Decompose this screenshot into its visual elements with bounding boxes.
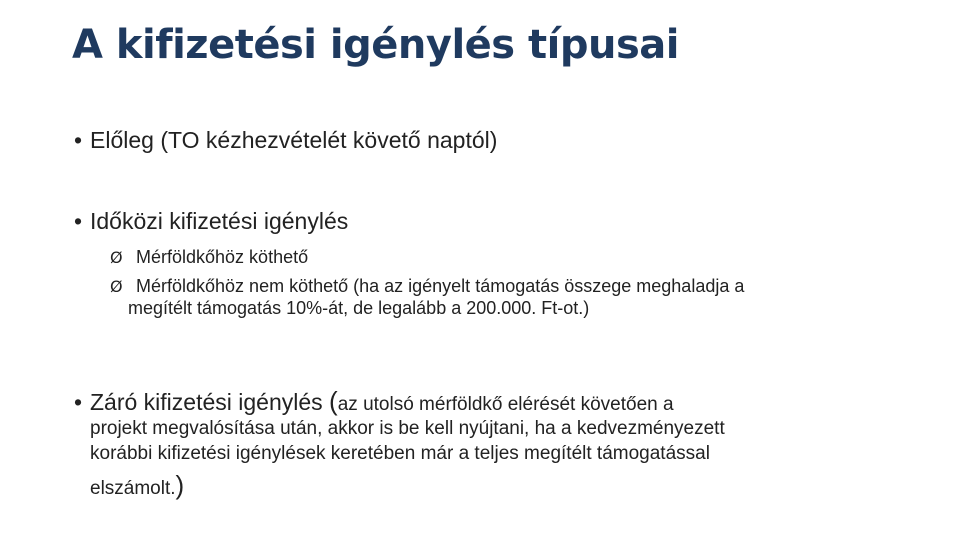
- bullet-final: [74, 386, 674, 417]
- arrow-bullet-icon: Ø: [110, 277, 123, 296]
- bullet-dot-icon: •: [74, 127, 83, 153]
- bullet-text: Előleg (TO kézhezvételét követő naptól): [90, 127, 498, 153]
- bullet-interim: [74, 208, 348, 235]
- bullet-dot-icon: •: [74, 389, 83, 415]
- bullet-text: Záró kifizetési igénylés: [90, 389, 330, 415]
- sub-item-continuation: megítélt támogatás 10%-át, de legalább a 200.000. Ft-ot.): [128, 298, 590, 318]
- slide-title: A kifizetési igénylés típusai: [72, 22, 679, 68]
- paren-close: ): [175, 470, 185, 500]
- bullet-detail-first: az utolsó mérföldkő elérését követően a: [337, 394, 674, 415]
- arrow-bullet-icon: Ø: [110, 248, 123, 267]
- sub-item-text: Mérföldkőhöz köthető: [136, 247, 309, 267]
- bullet-detail-text: elszámolt.: [90, 478, 176, 499]
- sub-item-milestone: [110, 247, 308, 268]
- bullet-detail-line-last: [90, 470, 184, 501]
- sub-item-text: Mérföldkőhöz nem köthető (ha az igényelt támogatás összege meghaladja a: [136, 276, 745, 296]
- paren-open: (: [329, 386, 338, 416]
- bullet-detail-line: korábbi kifizetési igénylések keretében már a teljes megítélt támogatással: [90, 443, 710, 464]
- sub-item-no-milestone: [110, 276, 744, 297]
- bullet-text: Időközi kifizetési igénylés: [90, 208, 349, 234]
- bullet-advance: [74, 127, 497, 154]
- bullet-dot-icon: •: [74, 208, 83, 234]
- bullet-detail-line: projekt megvalósítása után, akkor is be kell nyújtani, ha a kedvezményezett: [90, 418, 725, 439]
